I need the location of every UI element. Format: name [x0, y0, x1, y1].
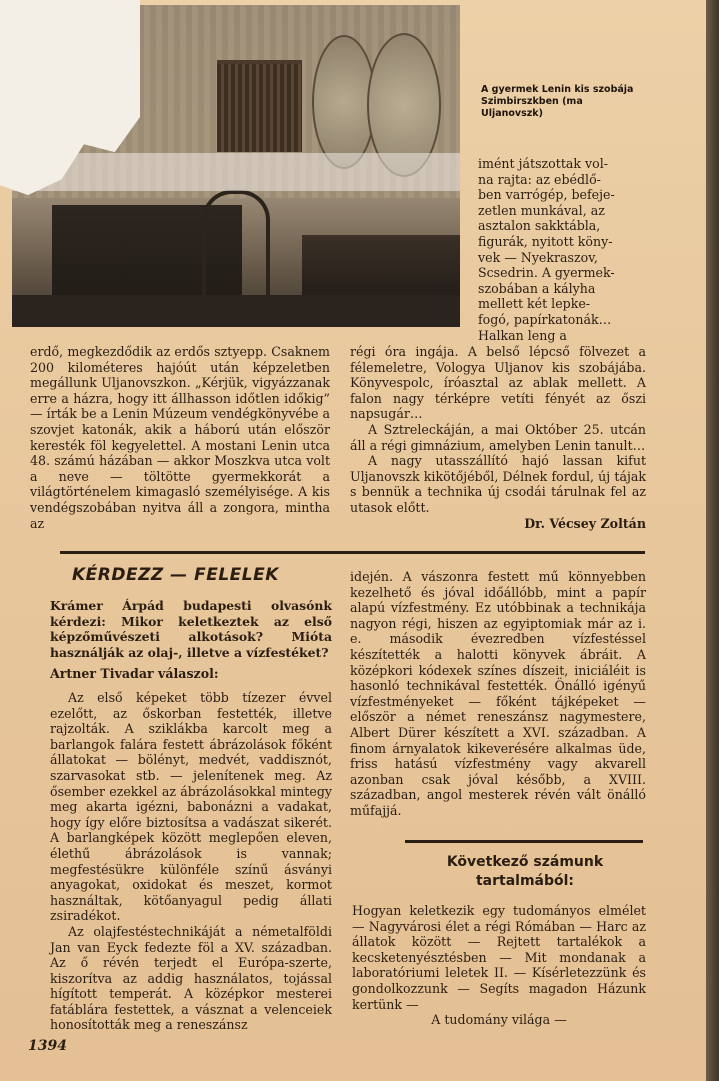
page-number: 1394: [28, 1038, 67, 1054]
answer-author: Artner Tivadar válaszol:: [50, 666, 219, 681]
right-col-line: szobában a kályha: [478, 280, 596, 296]
photo-caption: A gyermek Lenin kis szobája Szimbirszkben (ma Uljanovszk): [481, 84, 634, 119]
right-col-line: zetlen munkával, az: [478, 202, 605, 218]
right-col-line: figurák, nyitott köny-: [478, 233, 613, 249]
article-paragraph: A nagy utasszállító hajó lassan kifut Uljanovszk kikötőjéből, Délnek fordul, új tájak s bennük a technika új csodái tárulnak fel az utasok előtt.: [350, 453, 646, 515]
article-left-paragraph: erdő, megkezdődik az erdős sztyepp. Csaknem 200 kilométeres hajóút után képzeletben megállunk Uljanovszkon. „Kérjük, vigyázzanak erre a házra, hogy itt állhasson időtlen időkig” — írták be a Lenin Múzeum vendégkönyvébe a szovjet katonák, akik a háború után először keresték föl kegyelettel. A mostani Lenin utca 48. számú házában — akkor Moszkva utca volt a neve — töltötte gyermekkorát a világtörténelem kimagasló személyisége. A kis vendégszobában nyitva áll a zongora, mintha az: [30, 344, 330, 531]
page-edge-shadow: [706, 0, 719, 1081]
reader-question: Krámer Árpád budapesti olvasónk kérdezi: Mikor keletkeztek az első képzőművészeti alkotások? Mióta használják az olaj-, illetve a vízfestéket?: [50, 598, 332, 660]
article-signature: Dr. Vécsey Zoltán: [524, 515, 646, 531]
next-issue-list: Hogyan keletkezik egy tudományos elmélet — Nagyvárosi élet a régi Rómában — Harc az állatok között — Rejtett tartalékok a kecsketenyésztésben — Mit mondanak a laboratóriumi leletek II. — Kísérletezzünk és gondolkozzunk — Segíts magadon Házunk kertünk —: [352, 903, 646, 1012]
next-issue-title: Következő számunk tartalmából:: [446, 854, 604, 889]
right-col-line: Halkan leng a: [478, 327, 567, 343]
section-title: KÉRDEZZ — FELELEK: [72, 565, 279, 585]
right-col-line: mellett két lepke-: [478, 296, 591, 312]
right-col-line: imént játszottak vol-: [478, 156, 608, 171]
right-col-line: Scsedrin. A gyermek-: [478, 265, 615, 281]
right-col-line: vek — Nyekraszov,: [478, 249, 598, 265]
photo-tape-band: [12, 153, 460, 191]
right-col-line: asztalon sakktábla,: [478, 218, 601, 234]
next-issue-divider: [405, 840, 643, 843]
section-divider: [60, 551, 645, 554]
article-right-column: [478, 156, 644, 343]
answer-paragraph: Az olajfestéstechnikáját a németalföldi Jan van Eyck fedezte föl a XV. században. Az ő révén terjedt el Európa-szerte, kiszorítva az addig használatos, tojással hígított temperát. A középkor mesterei fatáblára festettek, a vásznat a velenceiek honosították meg a reneszánsz: [50, 923, 332, 1033]
photo-floor: [12, 295, 460, 327]
next-issue-contents: [352, 903, 646, 1028]
answer-left-column: [50, 690, 332, 1033]
article-paragraph: A Sztreleckáján, a mai Október 25. utcán áll a régi gimnázium, amelyben Lenin tanult…: [350, 421, 646, 453]
right-col-line: na rajta: az ebédlő-: [478, 171, 601, 187]
next-issue-last-line: A tudomány világa —: [431, 1012, 567, 1028]
answer-paragraph: Az első képeket több tízezer évvel ezelőtt, az őskorban festették, illetve rajzolták. A sziklákba karcolt meg a barlangok falára festett ábrázolások főként állatokat — bölényt, medvét, vaddisznót, szarvasokat stb. — jelenítenek meg. Az ősember ezekkel az ábrázolásokkal mintegy meg akarta igézni, babonázni a vadakat, hogy így előre biztosítsa a vadászat sikerét. A barlangképek között meglepően eleven, élethű ábrázolások is vannak; megfestésükre különféle színű ásványi anyagokat, oxidokat és meszet, kormot használtak, kötőanyagul pedig állati zsiradékot.: [50, 690, 332, 924]
right-col-line: fogó, papírkatonák…: [478, 311, 612, 327]
answer-right-column: [350, 569, 646, 819]
article-middle-column: [350, 344, 646, 531]
answer-paragraph: idején. A vászonra festett mű könnyebben kezelhető és jóval időállóbb, mint a papír alapú vízfestmény. Ez utóbbinak a technikája nagyon régi, hiszen az egyiptomiak már az i. e. második évezredben vízfestéssel készítették a halotti könyvek ábráit. A középkori kódexek színes díszeit, iniciáléit is hasonló technikával festették. Önálló igényű vízfestményeket — főként tájképeket — először a német reneszánsz nagymestere, Albert Dürer készített a XVI. században. A finom árnyalatok kikeverésére alkalmas üde, friss hatású vízfestmény vagy akvarell azonban csak jóval később, a XVIII. században, angol mesterek révén vált önálló műfajjá.: [350, 569, 646, 818]
article-paragraph: régi óra ingája. A belső lépcső fölvezet a félemeletre, Vologya Uljanov kis szobájába. Könyvespolc, íróasztal az ablak mellett. A falon nagy térképre vetíti fényét az őszi napsugár…: [350, 344, 646, 422]
photo-bookshelf: [217, 60, 302, 152]
article-left-column: [30, 344, 330, 531]
right-col-line: ben varrógép, befeje-: [478, 187, 615, 203]
